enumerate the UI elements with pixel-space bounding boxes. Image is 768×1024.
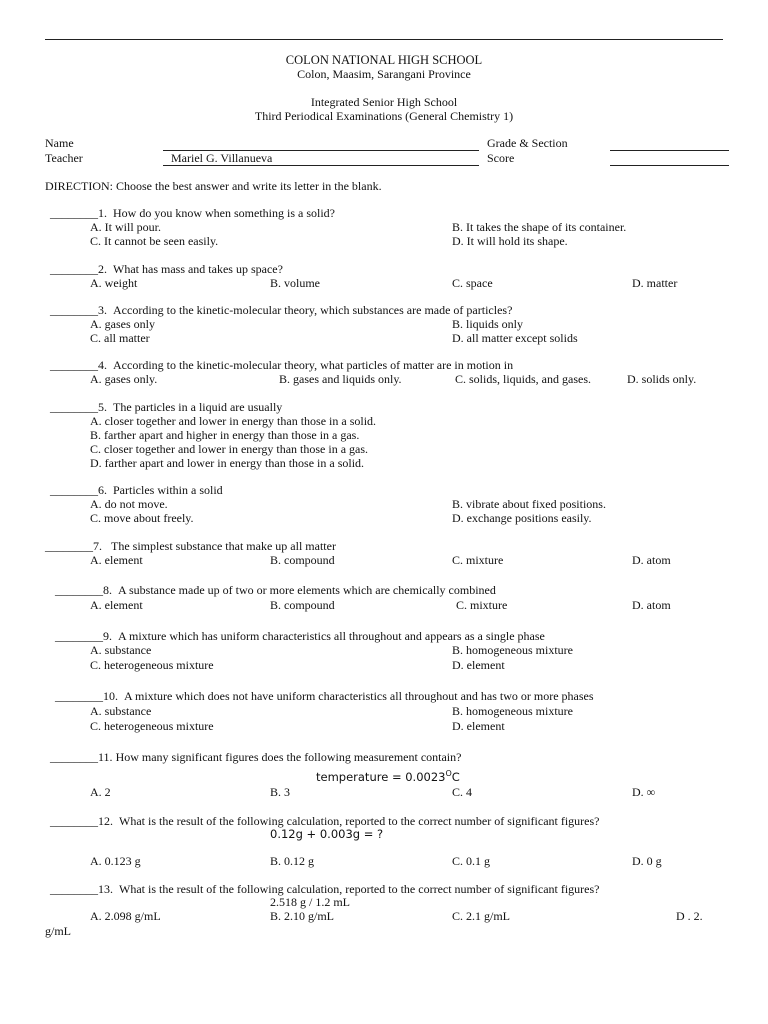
answer-blank[interactable]: ________ <box>50 303 98 317</box>
grade-section-label: Grade & Section <box>487 136 568 150</box>
question-4 <box>50 358 513 372</box>
choice-c[interactable]: C. heterogeneous mixture <box>90 719 214 733</box>
name-label: Name <box>45 136 74 150</box>
choice-a[interactable]: A. do not move. <box>90 497 168 511</box>
question-number: 1. <box>98 206 107 220</box>
question-number: 5. <box>98 400 107 414</box>
answer-blank[interactable]: ________ <box>50 483 98 497</box>
choice-b[interactable]: B. liquids only <box>452 317 524 331</box>
question-10 <box>55 689 594 703</box>
choice-a[interactable]: A. 0.123 g <box>90 854 141 868</box>
choice-a[interactable]: A. substance <box>90 643 152 657</box>
choice-c[interactable]: C. closer together and lower in energy than those in a gas. <box>90 442 369 456</box>
choice-b[interactable]: B. It takes the shape of its container. <box>452 220 627 234</box>
choice-a[interactable]: A. closer together and lower in energy than those in a solid. <box>90 414 377 428</box>
choice-d[interactable]: D. exchange positions easily. <box>452 511 592 525</box>
choice-c[interactable]: C. 4 <box>452 785 473 799</box>
choice-c[interactable]: C. solids, liquids, and gases. <box>455 372 592 386</box>
question-number: 7. <box>93 539 102 553</box>
teacher-field[interactable] <box>163 165 479 166</box>
choice-b[interactable]: B. vibrate about fixed positions. <box>452 497 606 511</box>
choice-a[interactable]: A. 2 <box>90 785 111 799</box>
answer-blank[interactable]: ________ <box>50 262 98 276</box>
answer-blank[interactable]: ________ <box>55 689 103 703</box>
grade-section-field[interactable] <box>610 150 729 151</box>
question-text: Particles within a solid <box>113 483 223 497</box>
question-12 <box>50 814 600 828</box>
question-8 <box>55 583 496 597</box>
choice-b[interactable]: B. homogeneous mixture <box>452 643 573 657</box>
question-number: 2. <box>98 262 107 276</box>
choice-c[interactable]: C. mixture <box>456 598 508 612</box>
question-number: 11. <box>98 750 113 764</box>
question-number: 9. <box>103 629 112 643</box>
choice-a[interactable]: A. gases only. <box>90 372 158 386</box>
question-text: How many significant figures does the following measurement contain? <box>115 750 462 764</box>
choice-b[interactable]: B. 2.10 g/mL <box>270 909 335 923</box>
score-field[interactable] <box>610 165 729 166</box>
question-number: 12. <box>98 814 113 828</box>
choice-b[interactable]: B. compound <box>270 598 335 612</box>
choice-a[interactable]: A. gases only <box>90 317 155 331</box>
question-6 <box>50 483 223 497</box>
choice-b[interactable]: B. homogeneous mixture <box>452 704 573 718</box>
question-9 <box>55 629 545 643</box>
choice-d[interactable]: D. solids only. <box>627 372 697 386</box>
question-11 <box>50 750 461 764</box>
answer-blank[interactable]: ________ <box>55 629 103 643</box>
choice-a[interactable]: A. element <box>90 553 143 567</box>
question-number: 6. <box>98 483 107 497</box>
school-name: COLON NATIONAL HIGH SCHOOL <box>285 53 483 67</box>
choice-a[interactable]: A. 2.098 g/mL <box>90 909 161 923</box>
choice-c[interactable]: C. It cannot be seen easily. <box>90 234 219 248</box>
choice-d-wrap: g/mL <box>45 924 71 938</box>
answer-blank[interactable]: ________ <box>50 206 98 220</box>
teacher-value: Mariel G. Villanueva <box>171 151 273 165</box>
choice-d[interactable]: D. atom <box>632 553 671 567</box>
choice-b[interactable]: B. compound <box>270 553 335 567</box>
question-text: What is the result of the following calculation, reported to the correct number of significant figures? <box>119 882 600 896</box>
program-title: Integrated Senior High School <box>310 95 458 109</box>
choice-c[interactable]: C. 2.1 g/mL <box>452 909 511 923</box>
score-label: Score <box>487 151 515 165</box>
answer-blank[interactable]: ________ <box>50 882 98 896</box>
formula: 2.518 g / 1.2 mL <box>270 895 350 909</box>
choice-c[interactable]: C. 0.1 g <box>452 854 491 868</box>
answer-blank[interactable]: ________ <box>45 539 93 553</box>
school-address: Colon, Maasim, Sarangani Province <box>297 67 471 81</box>
question-3 <box>50 303 512 317</box>
choice-d[interactable]: D. It will hold its shape. <box>452 234 568 248</box>
choice-a[interactable]: A. weight <box>90 276 138 290</box>
teacher-label: Teacher <box>45 151 83 165</box>
question-text: The simplest substance that make up all matter <box>111 539 336 553</box>
choice-a[interactable]: A. It will pour. <box>90 220 161 234</box>
choice-d[interactable]: D. element <box>452 658 505 672</box>
question-number: 13. <box>98 882 113 896</box>
choice-d[interactable]: D. element <box>452 719 505 733</box>
answer-blank[interactable]: ________ <box>50 814 98 828</box>
question-number: 4. <box>98 358 107 372</box>
question-number: 10. <box>103 689 118 703</box>
choice-c[interactable]: C. mixture <box>452 553 504 567</box>
answer-blank[interactable]: ________ <box>50 400 98 414</box>
top-rule <box>45 39 723 40</box>
choice-d[interactable]: D. ∞ <box>632 785 656 799</box>
question-text: A mixture which has uniform characteristics all throughout and appears as a single phase <box>118 629 545 643</box>
question-2 <box>50 262 283 276</box>
question-number: 8. <box>103 583 112 597</box>
question-text: A substance made up of two or more elements which are chemically combined <box>118 583 496 597</box>
direction-text: DIRECTION: Choose the best answer and write its letter in the blank. <box>45 179 382 193</box>
formula: temperature = $0.0023^OC$ <box>316 769 460 784</box>
choice-d[interactable]: D. farther apart and lower in energy than those in a solid. <box>90 456 365 470</box>
question-text: According to the kinetic-molecular theory, which substances are made of particles? <box>113 303 513 317</box>
choice-a[interactable]: A. element <box>90 598 143 612</box>
choice-d[interactable]: D. all matter except solids <box>452 331 578 345</box>
answer-blank[interactable]: ________ <box>50 750 98 764</box>
choice-c[interactable]: C. all matter <box>90 331 150 345</box>
choice-c[interactable]: C. heterogeneous mixture <box>90 658 214 672</box>
choice-c[interactable]: C. space <box>452 276 493 290</box>
question-text: According to the kinetic-molecular theory, what particles of matter are in motion in <box>113 358 514 372</box>
formula: 0.12g + 0.003g = ? <box>270 827 384 841</box>
choice-d[interactable]: D. matter <box>632 276 678 290</box>
choice-a[interactable]: A. substance <box>90 704 152 718</box>
choice-b[interactable]: B. volume <box>270 276 320 290</box>
question-text: What has mass and takes up space? <box>113 262 283 276</box>
choice-d[interactable]: D. 0 g <box>632 854 662 868</box>
question-text: How do you know when something is a solid? <box>113 206 335 220</box>
exam-title: Third Periodical Examinations (General Chemistry 1) <box>254 109 514 123</box>
choice-c[interactable]: C. move about freely. <box>90 511 194 525</box>
answer-blank[interactable]: ________ <box>55 583 103 597</box>
choice-d[interactable]: D . 2. <box>676 909 703 923</box>
choice-d[interactable]: D. atom <box>632 598 671 612</box>
question-5 <box>50 400 282 414</box>
question-text: The particles in a liquid are usually <box>113 400 283 414</box>
question-text: A mixture which does not have uniform characteristics all throughout and has two or more phases <box>124 689 594 703</box>
question-13 <box>50 882 600 896</box>
question-text: What is the result of the following calculation, reported to the correct number of significant figures? <box>119 814 600 828</box>
choice-b[interactable]: B. 0.12 g <box>270 854 315 868</box>
choice-b[interactable]: B. 3 <box>270 785 291 799</box>
answer-blank[interactable]: ________ <box>50 358 98 372</box>
question-7 <box>45 539 336 553</box>
choice-b[interactable]: B. farther apart and higher in energy than those in a gas. <box>90 428 360 442</box>
question-number: 3. <box>98 303 107 317</box>
question-1 <box>50 206 335 220</box>
choice-b[interactable]: B. gases and liquids only. <box>279 372 402 386</box>
